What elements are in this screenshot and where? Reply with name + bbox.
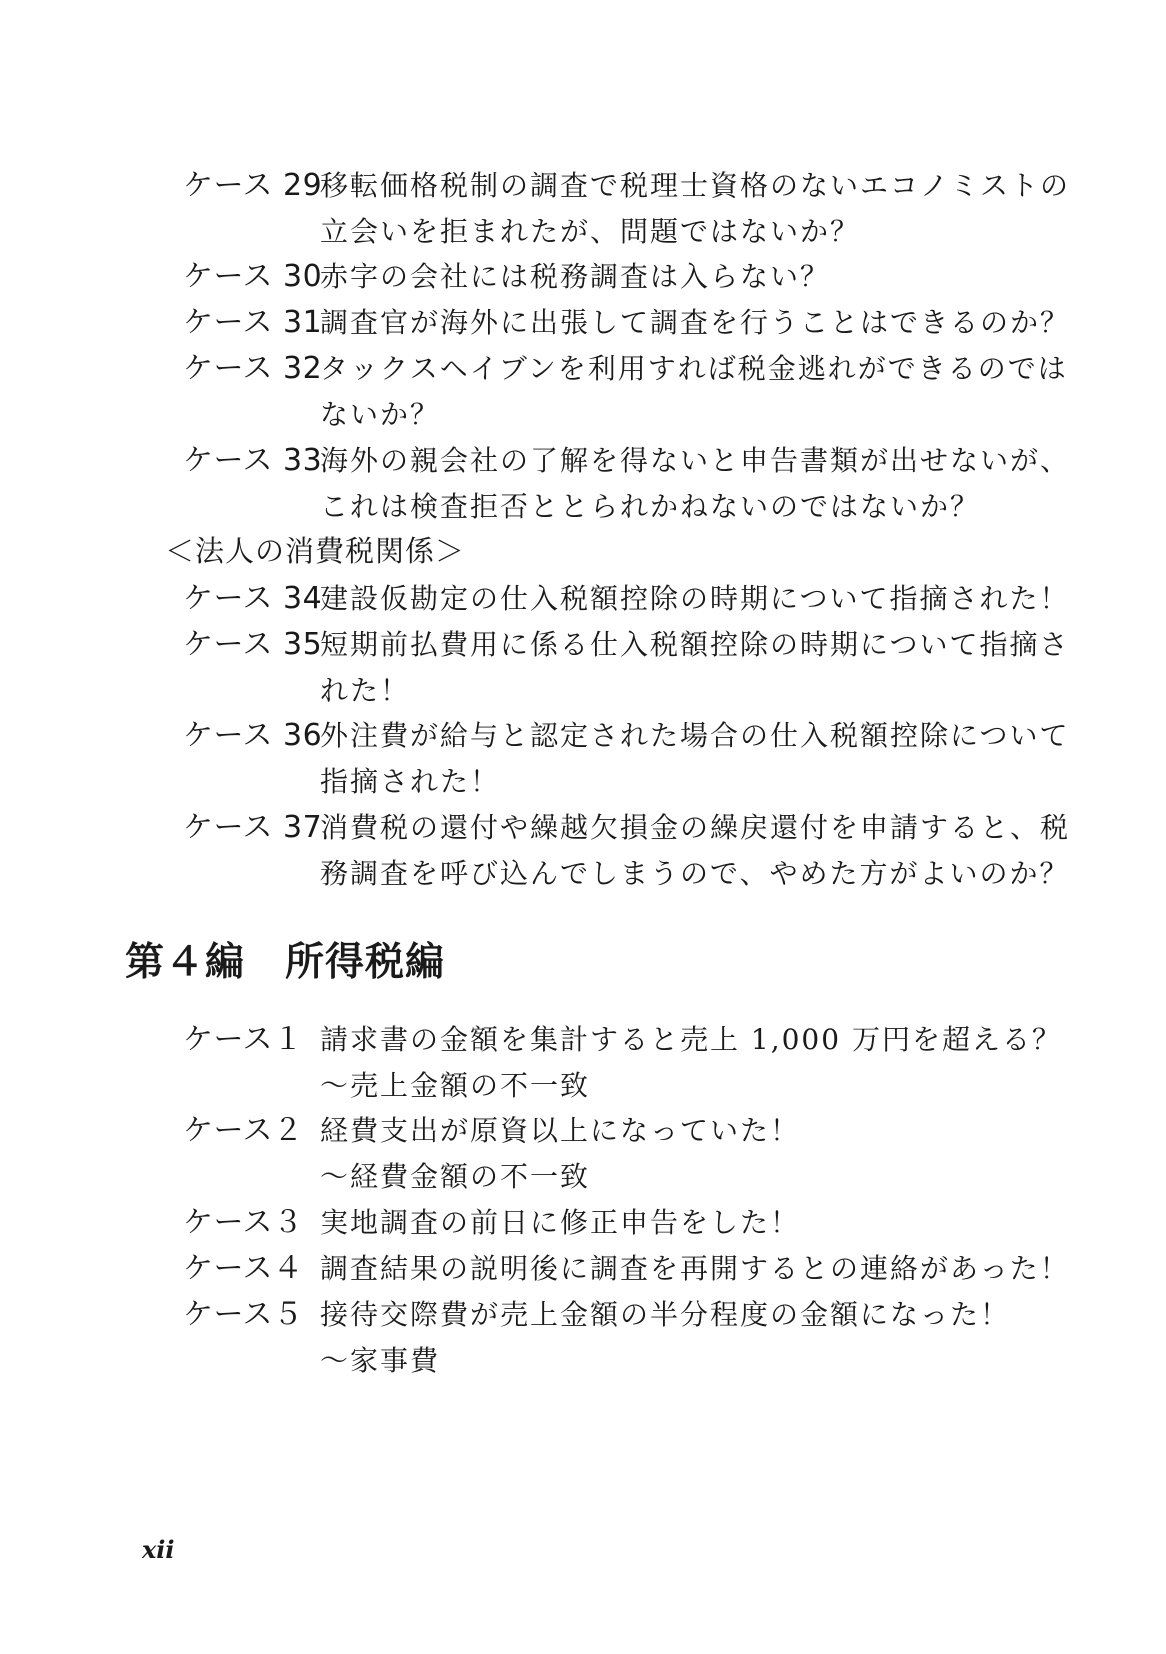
case-subtitle-line: ～売上金額の不一致 bbox=[320, 1069, 591, 1102]
case-title-line: ないか？ bbox=[320, 398, 441, 431]
case-label: ケース 33 bbox=[183, 443, 323, 478]
case-title-line: 務調査を呼び込んでしまうので、やめた方がよいのか？ bbox=[320, 857, 1070, 890]
case-title-line: 建設仮勘定の仕入税額控除の時期について指摘された！ bbox=[320, 582, 1070, 615]
case-label: ケース 32 bbox=[183, 351, 323, 386]
section-heading-part-4: 第４編 所得税編 bbox=[125, 940, 446, 985]
subheading-consumption-tax: ＜法人の消費税関係＞ bbox=[165, 534, 466, 568]
case-title-line: タックスヘイブンを利用すれば税金逃れができるのでは bbox=[320, 352, 1068, 385]
case-label: ケース 29 bbox=[183, 168, 323, 203]
case-subtitle-line: ～経費金額の不一致 bbox=[320, 1160, 591, 1193]
case-title-line: 外注費が給与と認定された場合の仕入税額控除について bbox=[320, 719, 1070, 752]
case-title-line: 立会いを拒まれたが、問題ではないか？ bbox=[320, 215, 861, 248]
case-label: ケース１ bbox=[183, 1022, 304, 1057]
case-subtitle-line: ～家事費 bbox=[320, 1344, 441, 1377]
case-title-line: 実地調査の前日に修正申告をした！ bbox=[320, 1206, 801, 1239]
case-label: ケース 37 bbox=[183, 810, 323, 845]
case-title-line: 消費税の還付や繰越欠損金の繰戻還付を申請すると、税 bbox=[320, 811, 1071, 844]
case-label: ケース 35 bbox=[183, 627, 323, 662]
case-title-line: 短期前払費用に係る仕入税額控除の時期について指摘さ bbox=[320, 628, 1070, 661]
case-title-line: これは検査拒否ととられかねないのではないか？ bbox=[320, 490, 981, 523]
case-title-line: 指摘された！ bbox=[320, 765, 501, 798]
case-label: ケース 36 bbox=[183, 718, 323, 753]
case-label: ケース 34 bbox=[183, 581, 323, 616]
case-label: ケース３ bbox=[183, 1205, 304, 1240]
case-label: ケース５ bbox=[183, 1297, 304, 1332]
case-title-line: 調査官が海外に出張して調査を行うことはできるのか？ bbox=[320, 306, 1071, 339]
case-title-line: 赤字の会社には税務調査は入らない？ bbox=[320, 260, 831, 293]
case-label: ケース４ bbox=[183, 1251, 304, 1286]
case-title-line: れた！ bbox=[320, 674, 411, 707]
case-title-line: 請求書の金額を集計すると売上 1,000 万円を超える？ bbox=[320, 1023, 1062, 1056]
case-label: ケース 30 bbox=[183, 259, 323, 294]
case-title-line: 接待交際費が売上金額の半分程度の金額になった！ bbox=[320, 1298, 1011, 1331]
case-title-line: 移転価格税制の調査で税理士資格のないエコノミストの bbox=[320, 169, 1071, 202]
page-number: xii bbox=[142, 1535, 175, 1564]
case-label: ケース 31 bbox=[183, 305, 323, 340]
case-label: ケース２ bbox=[183, 1113, 304, 1148]
case-title-line: 海外の親会社の了解を得ないと申告書類が出せないが、 bbox=[320, 444, 1071, 477]
case-title-line: 経費支出が原資以上になっていた！ bbox=[320, 1114, 801, 1147]
case-title-line: 調査結果の説明後に調査を再開するとの連絡があった！ bbox=[320, 1252, 1070, 1285]
